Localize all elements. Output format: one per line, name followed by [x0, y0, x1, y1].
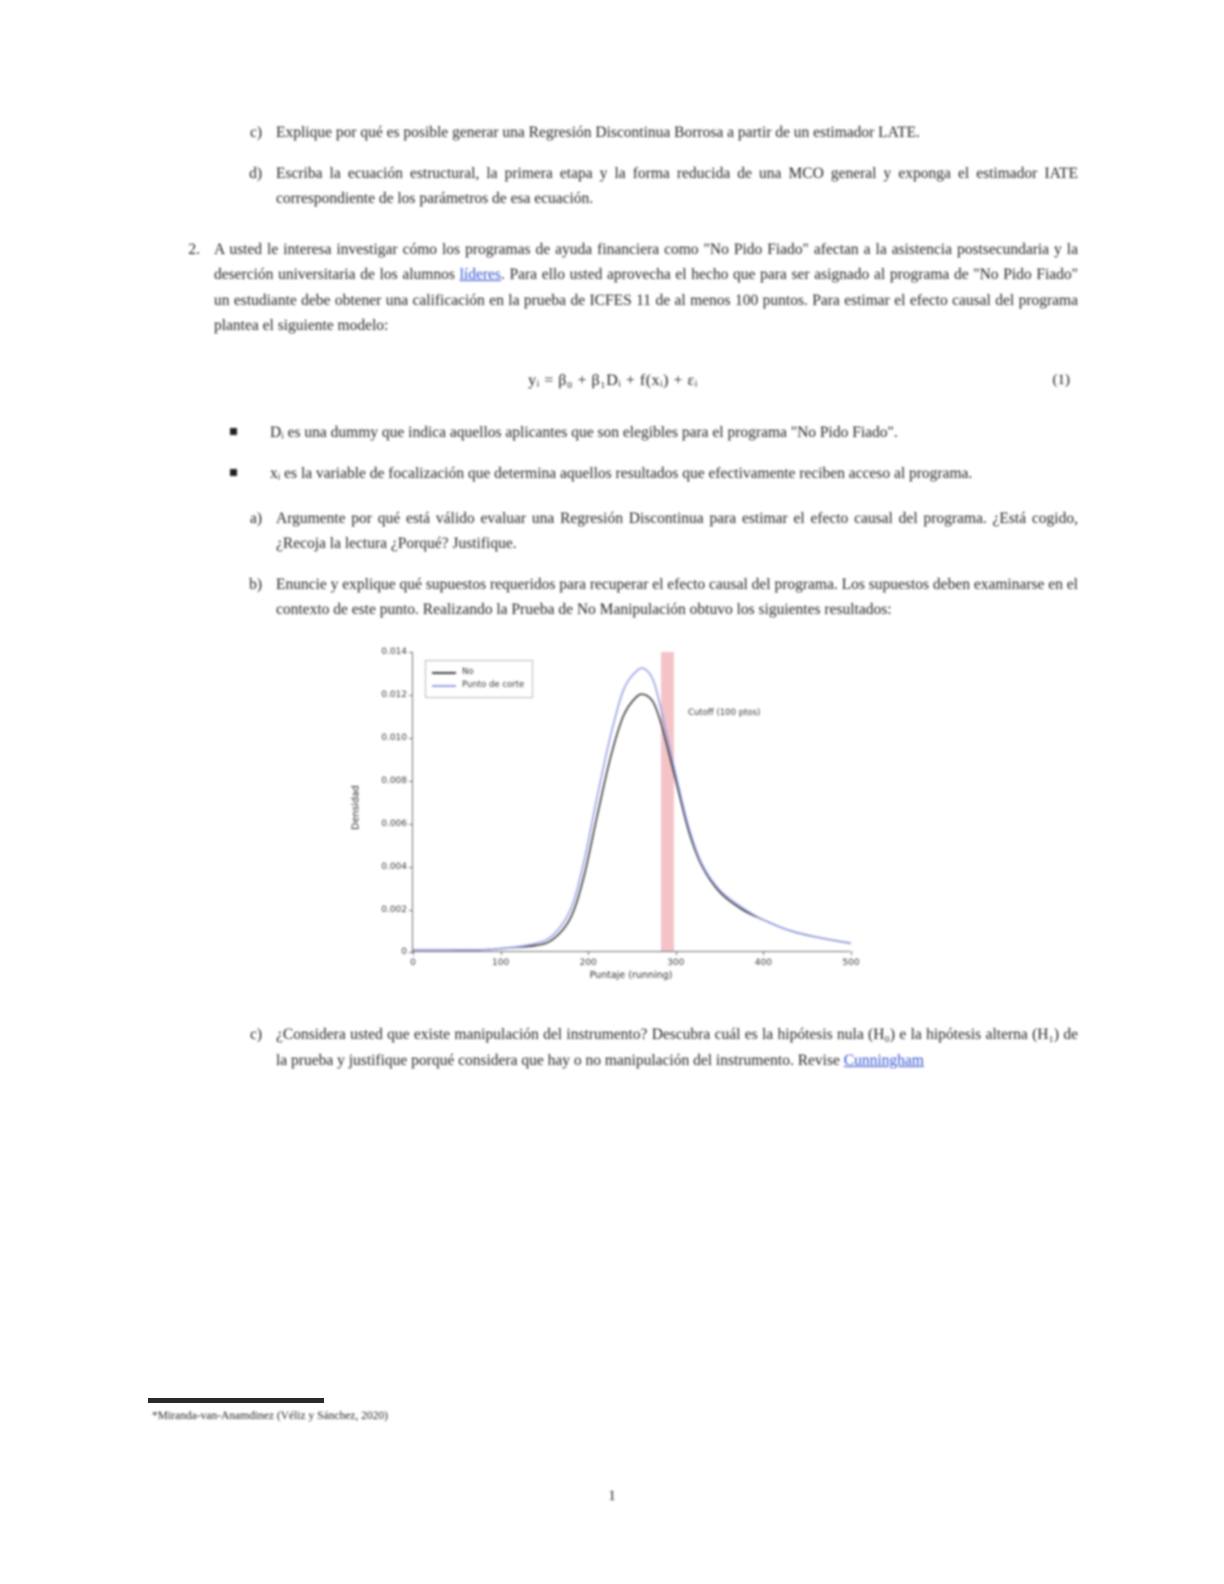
footnote-text: *Miranda-van-Anamdinez (Véliz y Sánchez, 2020): [152, 1410, 388, 1422]
plot-area: [381, 647, 860, 969]
footnote-rule: [148, 1398, 324, 1403]
list-text: [276, 1022, 1078, 1072]
list-text: Argumente por qué está válido evaluar una Regresión Discontinua para estimar el efecto causal del programa. ¿Está cogido, ¿Recoja la lectura ¿Porqué? Justifique.: [276, 509, 1078, 553]
list-marker: b): [249, 576, 262, 594]
x-axis-tick-label: 100: [492, 958, 510, 969]
y-axis-tick-label: 0: [401, 947, 407, 958]
numbered-list: [174, 237, 1078, 337]
page-number: 1: [608, 1488, 616, 1504]
legend-item: [432, 666, 524, 679]
legend-item: [432, 679, 524, 692]
list-item: [230, 461, 1078, 486]
y-axis-tick-label: 0.014: [381, 647, 407, 658]
list-item: [228, 161, 1078, 211]
list-item: [228, 572, 1078, 622]
list-text: Dᵢ es una dummy que indica aquellos aplicantes que son elegibles para el programa "No Pido Fiado".: [270, 423, 898, 441]
equation: yᵢ = β₀ + β₁Dᵢ + f(xᵢ) + εᵢ: [528, 371, 698, 389]
list-text: Enuncie y explique qué supuestos requeridos para recuperar el efecto causal del programa. Los supuestos deben examinarse en el contexto de este punto. Realizando la Prueba de No Manipulación obtuvo los siguientes resultados:: [276, 576, 1078, 619]
list-marker: d): [249, 165, 262, 183]
list-text: Explique por qué es posible generar una Regresión Discontinua Borrosa a partir de un estimador LATE.: [276, 124, 920, 141]
x-axis-tick-label: 200: [579, 958, 597, 969]
x-axis-tick-label: 300: [667, 958, 685, 969]
equation-number: (1): [1052, 372, 1070, 389]
x-axis-label: Puntaje (running): [589, 970, 673, 982]
list-marker: 2.: [188, 241, 200, 259]
list-item: [174, 237, 1078, 337]
x-axis-tick-mark: [851, 951, 852, 955]
bullet-square-icon: [230, 420, 270, 445]
list-text: Escriba la ecuación estructural, la primera etapa y la forma reducida de una MCO general y exponga el estimador IATE correspondiente de los parámetros de esa ecuación.: [276, 165, 1078, 208]
x-axis-tick-label: 400: [754, 958, 772, 969]
x-axis-tick-label: 500: [842, 958, 860, 969]
cutoff-annotation: Cutoff (100 ptos): [688, 708, 761, 719]
y-axis-tick-label: 0.004: [381, 861, 407, 872]
top-sub-list: [228, 120, 1078, 211]
list-marker: a): [249, 509, 262, 527]
x-axis-tick-label: 0: [410, 958, 416, 969]
paragraph-text-after-link: . Para ello usted aprovecha el hecho que para ser asignado al programa de "No Pido Fiado" un estudiante debe obtener una calificación en la prueba de ICFES 11 de al menos 100 puntos. Para estimar el efecto causal del programa plantea el siguiente modelo:: [214, 266, 1078, 334]
sub-list-ab: [228, 506, 1078, 622]
density-line: [413, 695, 851, 951]
chart-legend: [425, 660, 533, 698]
list-marker: c): [249, 124, 262, 141]
legend-label: No: [462, 667, 474, 678]
reference-link[interactable]: Cunningham: [843, 1051, 924, 1069]
y-axis-label: Densidad: [350, 785, 362, 831]
y-axis-tick-label: 0.008: [381, 775, 407, 786]
paragraph-text: ¿Considera usted que existe manipulación del instrumento? Descubra cuál es la hipótesis nula (H₀) e la hipótesis alterna (H₁) de la prueba y justifique porqué considera que hay o no manipulación del instrumento. Revise: [276, 1026, 1078, 1069]
list-item: [228, 1022, 1078, 1072]
bullet-list: [230, 420, 1078, 486]
document-content: [148, 120, 1078, 1089]
y-axis-tick-label: 0.006: [381, 818, 407, 829]
legend-label: Punto de corte: [462, 680, 525, 691]
legend-swatch: [432, 685, 456, 687]
equation-row: [148, 372, 1078, 390]
y-axis-tick-label: 0.002: [381, 904, 407, 915]
chart: [350, 644, 868, 994]
y-axis-tick-label: 0.010: [381, 733, 407, 744]
legend-swatch: [432, 672, 456, 674]
sub-list-c: [228, 1022, 1078, 1072]
list-item: [230, 420, 1078, 445]
density-line: [413, 669, 851, 951]
list-item: [228, 120, 1078, 145]
paragraph-text-before-link: A usted le interesa investigar cómo los programas de ayuda financiera como "No Pido Fiado" afectan a la asistencia postsecundaria y la deserción universitaria de los alumnos: [214, 241, 1078, 284]
list-item: [228, 506, 1078, 556]
y-axis-tick-label: 0.012: [381, 690, 407, 701]
density-figure: [350, 644, 868, 994]
list-text: xᵢ es la variable de focalización que determina aquellos resultados que efectivamente reciben acceso al programa.: [270, 464, 973, 482]
bullet-square-icon: [230, 461, 270, 486]
list-marker: c): [249, 1026, 262, 1044]
list-text: [214, 237, 1078, 337]
footnote-link[interactable]: líderes: [459, 266, 501, 284]
